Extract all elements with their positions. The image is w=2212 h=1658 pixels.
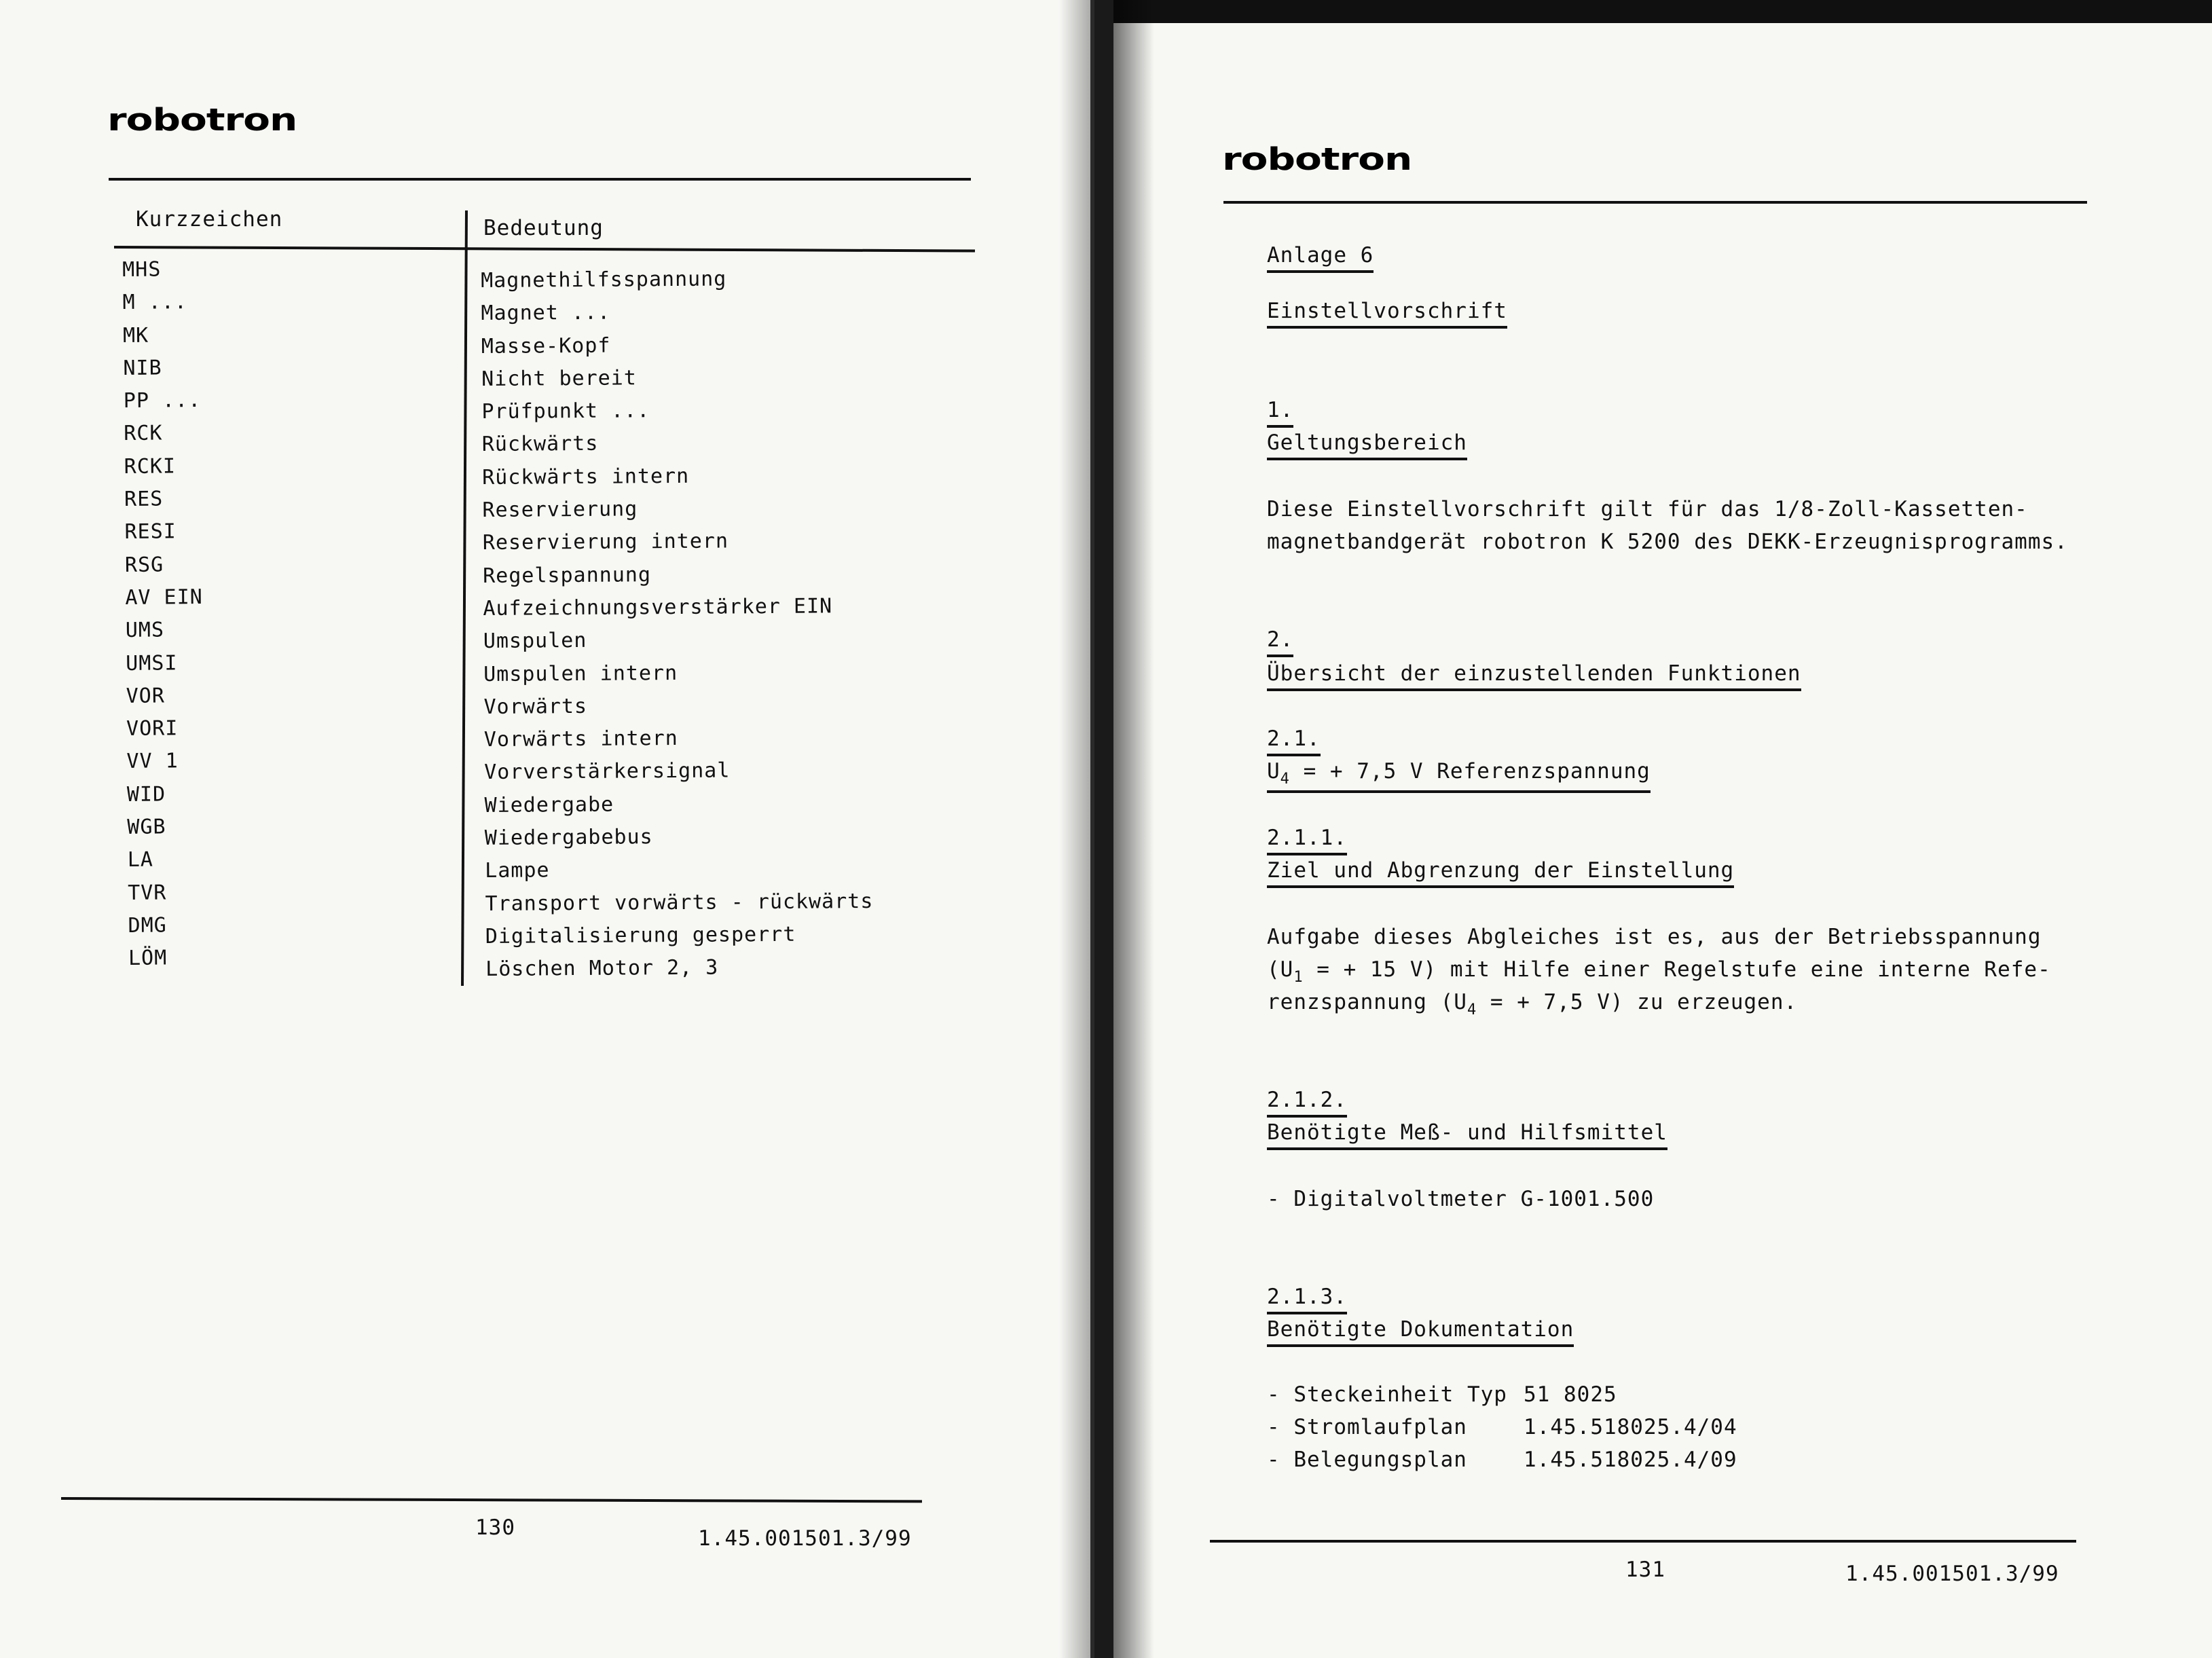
section-1-text-line: magnetbandgerät robotron K 5200 des DEKK-Erzeugnisprogramms. (1267, 530, 2068, 554)
meaning-cell: Nicht bereit (481, 366, 638, 391)
meaning-cell: Umspulen intern (483, 661, 678, 686)
left-page (0, 0, 1094, 1658)
abbr-cell: DMG (128, 913, 167, 938)
scan-top-edge (1113, 0, 2212, 23)
meaning-cell: Lampe (485, 858, 550, 883)
abbr-cell: RES (124, 487, 164, 512)
right-page (1113, 0, 2212, 1658)
meaning-cell: Reservierung intern (482, 529, 729, 555)
abbr-cell: UMSI (126, 650, 178, 676)
meaning-cell: Aufzeichnungsverstärker EIN (483, 594, 833, 621)
table-header-abbr: Kurzzeichen (136, 207, 283, 232)
page-gutter-shadow (1113, 0, 1154, 1658)
abbr-cell: WID (126, 782, 166, 807)
meaning-cell: Vorwärts intern (483, 726, 678, 752)
section-1-number: 1. (1267, 398, 1293, 428)
meaning-column (481, 266, 874, 990)
section-2-title: Übersicht der einzustellenden Funktionen (1267, 661, 1801, 691)
section-2-1-3-title: Benötigte Dokumentation (1267, 1317, 1574, 1347)
meaning-cell: Reservierung (482, 497, 638, 523)
meaning-cell: Prüfpunkt ... (481, 399, 650, 424)
section-2-1-1-number: 2.1.1. (1267, 826, 1347, 855)
meaning-cell: Wiedergabebus (484, 825, 653, 851)
meaning-cell: Digitalisierung gesperrt (485, 922, 796, 948)
footer-rule (1210, 1540, 2076, 1543)
abbr-cell: VORI (126, 716, 179, 741)
documentation-list (1267, 1382, 1737, 1480)
meaning-cell: Umspulen (483, 629, 587, 654)
robotron-logo: robotron (1222, 141, 1412, 178)
header-rule (109, 178, 971, 181)
section-2-number: 2. (1267, 627, 1293, 657)
page-number: 131 (1625, 1558, 1665, 1582)
abbr-cell: RCK (124, 421, 163, 446)
abbr-cell: WGB (127, 815, 166, 840)
document-title: Einstellvorschrift (1267, 299, 1507, 329)
meaning-cell: Magnethilfsspannung (481, 267, 727, 293)
section-2-1-2-number: 2.1.2. (1267, 1088, 1347, 1118)
header-rule (1223, 201, 2087, 204)
meaning-cell: Magnet ... (481, 300, 611, 326)
table-header-meaning: Bedeutung (483, 216, 604, 240)
abbr-cell: M ... (122, 290, 188, 315)
abbr-cell: NIB (123, 356, 162, 380)
section-2-1-2-title: Benötigte Meß- und Hilfsmittel (1267, 1120, 1667, 1150)
list-item: - Belegungsplan 1.45.518025.4/09 (1267, 1448, 1737, 1472)
abbr-cell: MK (122, 323, 149, 348)
page-gutter-shadow (1059, 0, 1094, 1658)
document-code: 1.45.001501.3/99 (698, 1526, 912, 1551)
page-number: 130 (475, 1515, 515, 1540)
abbreviation-column (122, 257, 206, 979)
abbr-cell: VV 1 (126, 749, 179, 774)
meaning-cell: Rückwärts (481, 432, 599, 457)
meaning-cell: Rückwärts intern (482, 464, 690, 490)
abbr-cell: MHS (122, 257, 162, 282)
section-2-1-title: $U_4$ = + 7,5 V Referenzspannung (1267, 759, 1651, 793)
abbr-cell: RESI (124, 519, 177, 545)
list-item: - Steckeinheit Typ 51 8025 (1267, 1382, 1617, 1407)
section-2-1-1-text-line: renzspannung ($U_4$ = + 7,5 V) zu erzeugen. (1267, 990, 1798, 1018)
table-header-rule (114, 246, 975, 253)
meaning-cell: Löschen Motor 2, 3 (485, 955, 719, 982)
section-2-1-3-number: 2.1.3. (1267, 1285, 1347, 1314)
appendix-label: Anlage 6 (1267, 243, 1374, 273)
meaning-cell: Wiedergabe (484, 792, 614, 817)
list-item: - Stromlaufplan 1.45.518025.4/04 (1267, 1415, 1737, 1439)
section-2-1-1-text-line: ($U_1$ = + 15 V) mit Hilfe einer Regelstufe eine interne Refe- (1267, 957, 2051, 986)
robotron-logo: robotron (107, 102, 297, 139)
footer-rule (61, 1497, 922, 1503)
table-column-divider (461, 210, 468, 986)
abbr-cell: RSG (124, 553, 164, 577)
section-2-1-number: 2.1. (1267, 726, 1321, 756)
abbr-cell: LA (127, 847, 154, 872)
meaning-cell: Regelspannung (483, 562, 652, 588)
section-2-1-1-text-line: Aufgabe dieses Abgleiches ist es, aus der Betriebsspannung (1267, 925, 2042, 949)
meaning-cell: Transport vorwärts - rückwärts (485, 889, 874, 916)
abbr-cell: UMS (125, 618, 165, 643)
section-1-text-line: Diese Einstellvorschrift gilt für das 1/8-Zoll-Kassetten- (1267, 497, 2028, 521)
section-1-title: Geltungsbereich (1267, 430, 1467, 460)
abbr-cell: PP ... (123, 388, 202, 413)
abbr-cell: AV EIN (125, 585, 203, 610)
section-2-1-2-item: - Digitalvoltmeter G-1001.500 (1267, 1187, 1655, 1211)
meaning-cell: Vorwärts (483, 694, 588, 719)
abbr-cell: LÖM (128, 946, 168, 971)
abbr-cell: TVR (128, 881, 167, 905)
document-code: 1.45.001501.3/99 (1845, 1562, 2059, 1586)
abbr-cell: RCKI (124, 454, 177, 479)
abbr-cell: VOR (126, 684, 165, 708)
section-2-1-1-title: Ziel und Abgrenzung der Einstellung (1267, 858, 1734, 888)
meaning-cell: Vorverstärkersignal (484, 758, 731, 785)
meaning-cell: Masse-Kopf (481, 333, 611, 358)
